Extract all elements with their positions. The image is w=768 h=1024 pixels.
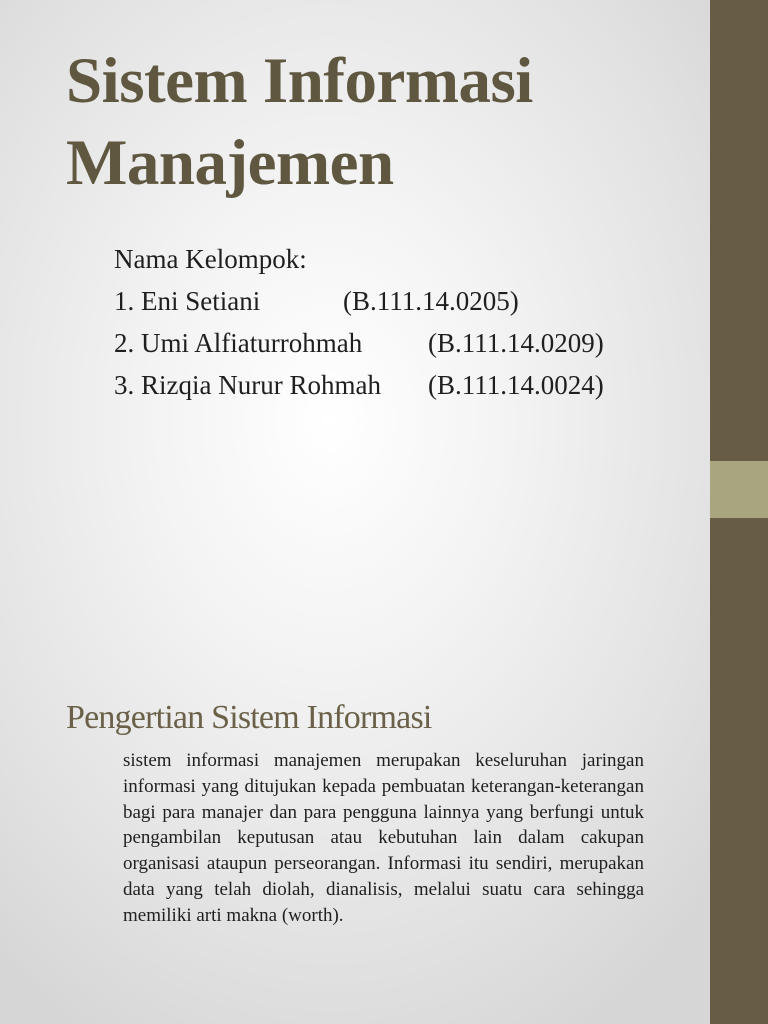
section-body-text: sistem informasi manajemen merupakan keseluruhan jaringan informasi yang ditujukan kepada pembuatan keterangan-keterangan bagi para manajer dan para pengguna lainnya yang berfungi untuk pengambilan keputusan atau kebutuhan lain dalam cakupan organisasi ataupun perseorangan. Informasi itu sendiri, merupakan data yang telah diolah, dianalisis, melalui suatu cara sehingga memiliki arti makna (worth). [123,750,644,926]
section-heading: Pengertian Sistem Informasi [66,699,432,736]
slide-title: Sistem Informasi Manajemen [66,45,533,199]
member-id: (B.111.14.0024) [428,370,604,400]
side-decoration-accent [710,461,768,518]
member-name: 2. Umi Alfiaturrohmah [114,328,363,358]
group-heading: Nama Kelompok: [114,244,307,274]
member-name: 1. Eni Setiani [114,286,261,316]
member-name: 3. Rizqia Nurur Rohmah [114,370,381,400]
member-row [114,280,674,322]
member-row [114,364,674,406]
member-row [114,322,674,364]
group-members-block [114,238,674,406]
member-id: (B.111.14.0209) [428,328,604,358]
member-id: (B.111.14.0205) [343,286,519,316]
